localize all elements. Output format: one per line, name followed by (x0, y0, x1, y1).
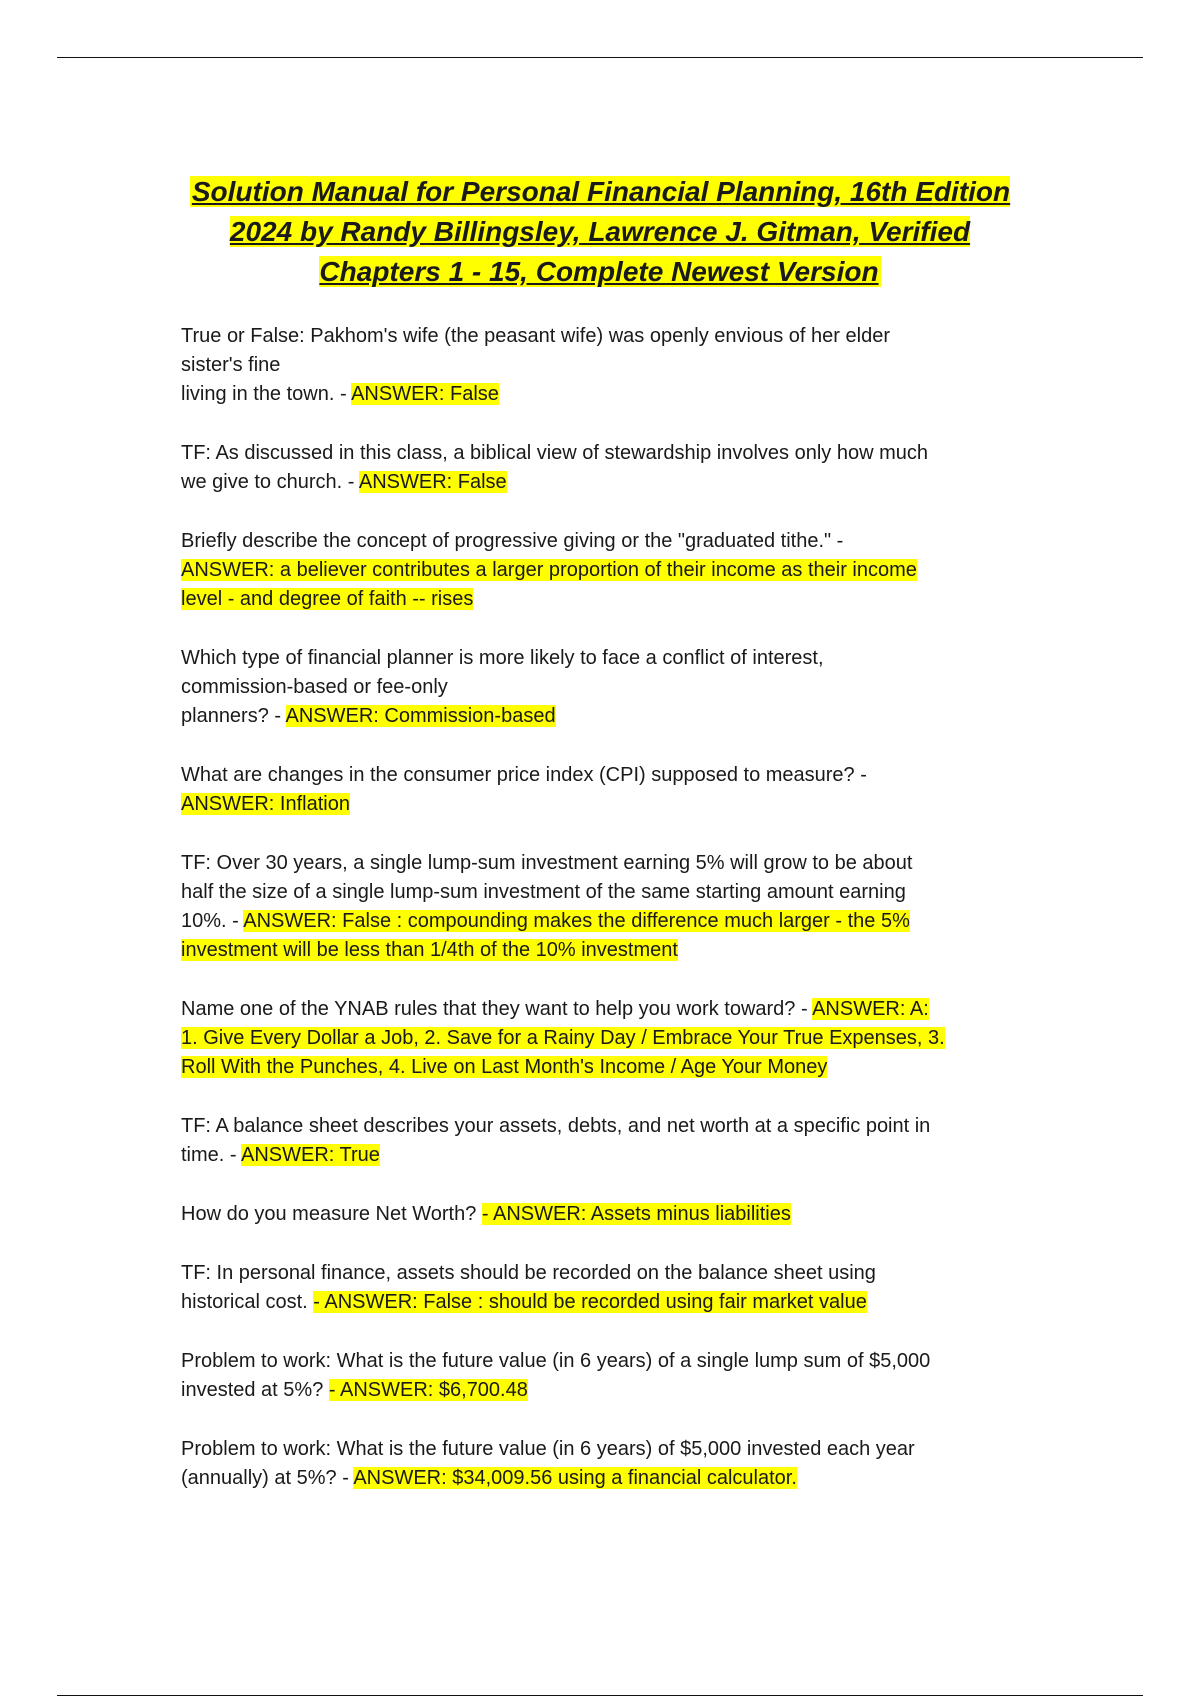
qa-item (181, 849, 1021, 965)
answer-highlight: level - and degree of faith -- rises (181, 588, 474, 610)
qa-item (181, 1112, 1021, 1170)
answer-highlight: ANSWER: A: (812, 998, 929, 1020)
question-text: TF: In personal finance, assets should be recorded on the balance sheet using (181, 1262, 876, 1284)
question-text: Briefly describe the concept of progressive giving or the "graduated tithe." - (181, 530, 844, 552)
qa-line (181, 468, 1021, 497)
answer-highlight: ANSWER: Inflation (181, 793, 350, 815)
document-title-text: Solution Manual for Personal Financial Planning, 16th Edition 2024 by Randy Billingsley, Lawrence J. Gitman, Verified Chapters 1 - 15, Complete Newest Version (191, 176, 1011, 287)
qa-line (181, 556, 1021, 585)
question-text: Name one of the YNAB rules that they want to help you work toward? - (181, 998, 813, 1020)
question-text: planners? - (181, 705, 286, 727)
top-horizontal-rule (57, 57, 1143, 58)
question-text: Problem to work: What is the future value (in 6 years) of a single lump sum of $5,000 (181, 1350, 931, 1372)
qa-item (181, 439, 1021, 497)
qa-item (181, 1435, 1021, 1493)
question-text: 10%. - (181, 910, 244, 932)
answer-highlight: ANSWER: False : compounding makes the difference much larger - the 5% (243, 910, 910, 932)
qa-line (181, 527, 1021, 556)
qa-item (181, 761, 1021, 819)
question-text: invested at 5%? (181, 1379, 329, 1401)
question-text: (annually) at 5%? - (181, 1467, 354, 1489)
qa-line (181, 644, 1021, 673)
question-text: sister's fine (181, 354, 281, 376)
qa-line (181, 878, 1021, 907)
answer-highlight: - ANSWER: $6,700.48 (328, 1379, 528, 1401)
qa-item (181, 1200, 1021, 1229)
qa-line (181, 761, 1021, 790)
qa-line (181, 1435, 1021, 1464)
question-text: TF: As discussed in this class, a biblical view of stewardship involves only how much (181, 442, 928, 464)
question-text: we give to church. - (181, 471, 359, 493)
question-text: TF: A balance sheet describes your assets, debts, and net worth at a specific point in (181, 1115, 931, 1137)
answer-highlight: - ANSWER: False : should be recorded using fair market value (313, 1291, 867, 1313)
answer-highlight: ANSWER: $34,009.56 using a financial calculator. (353, 1467, 797, 1489)
qa-line (181, 1259, 1021, 1288)
bottom-horizontal-rule (57, 1695, 1143, 1696)
answer-highlight: ANSWER: True (241, 1144, 380, 1166)
question-text: How do you measure Net Worth? (181, 1203, 482, 1225)
qa-line (181, 936, 1021, 965)
qa-item (181, 527, 1021, 614)
question-text: half the size of a single lump-sum investment of the same starting amount earning (181, 881, 906, 903)
qa-line (181, 995, 1021, 1024)
qa-item (181, 1347, 1021, 1405)
qa-line (181, 1141, 1021, 1170)
qa-line (181, 1112, 1021, 1141)
answer-highlight: ANSWER: False (351, 383, 499, 405)
qa-item (181, 322, 1021, 409)
qa-line (181, 673, 1021, 702)
answer-highlight: investment will be less than 1/4th of the 10% investment (181, 939, 678, 961)
qa-item (181, 644, 1021, 731)
question-text: TF: Over 30 years, a single lump-sum investment earning 5% will grow to be about (181, 852, 913, 874)
qa-line (181, 322, 1021, 351)
answer-highlight: ANSWER: a believer contributes a larger proportion of their income as their income (181, 559, 917, 581)
qa-line (181, 702, 1021, 731)
qa-line (181, 849, 1021, 878)
question-text: time. - (181, 1144, 242, 1166)
question-text: Problem to work: What is the future value (in 6 years) of $5,000 invested each year (181, 1438, 915, 1460)
qa-item (181, 1259, 1021, 1317)
question-text: Which type of financial planner is more likely to face a conflict of interest, (181, 647, 824, 669)
answer-highlight: 1. Give Every Dollar a Job, 2. Save for a Rainy Day / Embrace Your True Expenses, 3. (181, 1027, 945, 1049)
qa-line (181, 439, 1021, 468)
question-text: What are changes in the consumer price index (CPI) supposed to measure? - (181, 764, 867, 786)
question-text: commission-based or fee-only (181, 676, 448, 698)
qa-line (181, 1347, 1021, 1376)
qa-line (181, 907, 1021, 936)
qa-line (181, 1024, 1021, 1053)
question-text: historical cost. (181, 1291, 314, 1313)
qa-line (181, 790, 1021, 819)
answer-highlight: ANSWER: False (358, 471, 507, 493)
qa-line (181, 1464, 1021, 1493)
answer-highlight: ANSWER: Commission-based (285, 705, 556, 727)
qa-list (181, 322, 1021, 1523)
question-text: living in the town. - (181, 383, 352, 405)
qa-line (181, 380, 1021, 409)
answer-highlight: - ANSWER: Assets minus liabilities (481, 1203, 791, 1225)
qa-item (181, 995, 1021, 1082)
document-title (170, 172, 1030, 292)
answer-highlight: Roll With the Punches, 4. Live on Last Month's Income / Age Your Money (181, 1056, 828, 1078)
qa-line (181, 1288, 1021, 1317)
qa-line (181, 1376, 1021, 1405)
qa-line (181, 1053, 1021, 1082)
qa-line (181, 1200, 1021, 1229)
qa-line (181, 351, 1021, 380)
question-text: True or False: Pakhom's wife (the peasant wife) was openly envious of her elder (181, 325, 890, 347)
qa-line (181, 585, 1021, 614)
